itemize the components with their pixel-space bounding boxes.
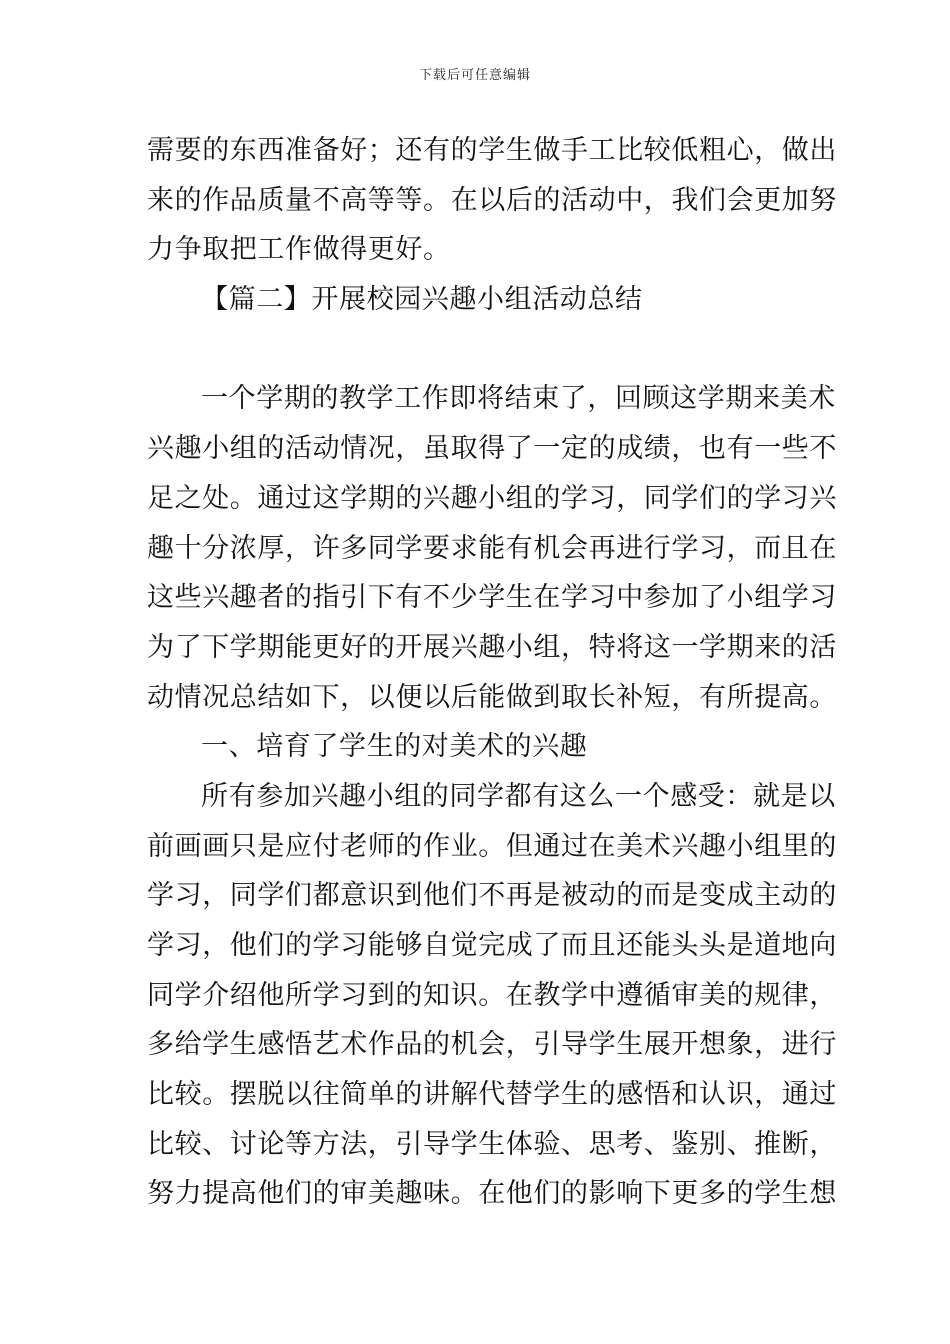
page-header: 下载后可任意编辑 (418, 68, 531, 83)
section-heading: 【篇二】开展校园兴趣小组活动总结 (201, 284, 643, 316)
paragraph-start-line: 一个学期的教学工作即将结束了，回顾这学期来美术 (201, 383, 836, 415)
subheading: 一、培育了学生的对美术的兴趣 (201, 731, 588, 763)
text-line: 前画画只是应付老师的作业。但通过在美术兴趣小组里的 (147, 830, 837, 862)
text-line: 学习，同学们都意识到他们不再是被动的而是变成主动的 (147, 880, 837, 912)
text-line: 多给学生感悟艺术作品的机会，引导学生展开想象，进行 (147, 1029, 837, 1061)
text-line: 比较。摆脱以往简单的讲解代替学生的感悟和认识，通过 (147, 1079, 837, 1111)
text-line: 兴趣小组的活动情况，虽取得了一定的成绩，也有一些不 (147, 433, 837, 465)
text-line: 来的作品质量不高等等。在以后的活动中，我们会更加努 (147, 184, 837, 216)
text-line: 需要的东西准备好；还有的学生做手工比较低粗心，做出 (147, 135, 837, 166)
text-line: 力争取把工作做得更好。 (147, 234, 451, 266)
text-line: 努力提高他们的审美趣味。在他们的影响下更多的学生想 (147, 1178, 837, 1210)
text-line: 这些兴趣者的指引下有不少学生在学习中参加了小组学习 (147, 582, 837, 614)
blank-line (147, 325, 807, 375)
text-line: 为了下学期能更好的开展兴趣小组，特将这一学期来的活 (147, 631, 837, 663)
text-line: 比较、讨论等方法，引导学生体验、思考、鉴别、推断， (147, 1128, 837, 1160)
text-line: 学习，他们的学习能够自觉完成了而且还能头头是道地向 (147, 930, 837, 961)
paragraph-start-line: 所有参加兴趣小组的同学都有这么一个感受：就是以 (201, 780, 836, 812)
text-line: 趣十分浓厚，许多同学要求能有机会再进行学习，而且在 (147, 532, 837, 564)
text-line: 同学介绍他所学习到的知识。在教学中遵循审美的规律， (147, 979, 837, 1011)
text-line: 足之处。通过这学期的兴趣小组的学习，同学们的学习兴 (147, 482, 837, 514)
text-line: 动情况总结如下，以便以后能做到取长补短，有所提高。 (147, 681, 837, 713)
document-body (147, 126, 837, 1219)
